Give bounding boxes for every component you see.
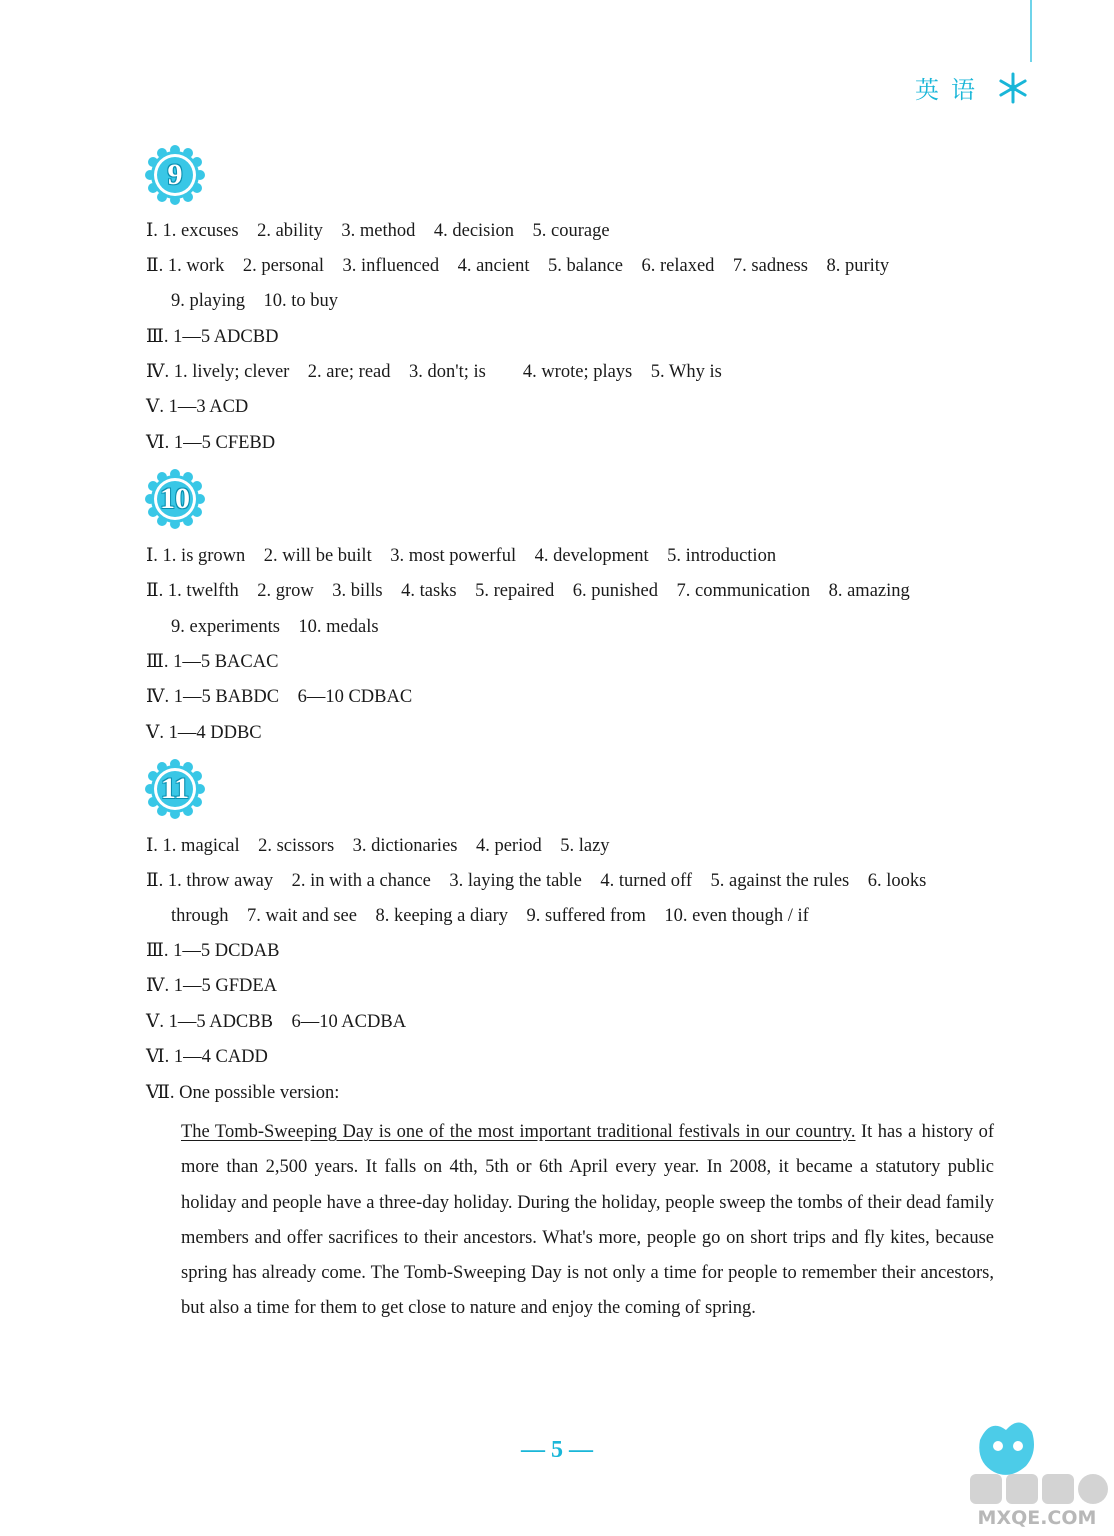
answer-line: Ⅵ. 1—5 CFEBD — [146, 433, 276, 453]
answer-line: Ⅲ. 1—5 DCDAB — [146, 941, 280, 961]
sample-essay — [146, 1115, 994, 1327]
snowflake-icon — [997, 72, 1029, 104]
answer-line: Ⅳ. 1—5 GFDEA — [146, 976, 278, 996]
answer-line: Ⅴ. 1—3 ACD — [146, 397, 249, 417]
answer-line: Ⅶ. One possible version: — [146, 1083, 340, 1103]
top-rule — [1030, 0, 1032, 62]
page-header — [915, 70, 1029, 105]
watermark-logo — [962, 1410, 1112, 1530]
essay-topic-sentence: The Tomb-Sweeping Day is one of the most important traditional festivals in our country. — [181, 1122, 856, 1142]
answer-line: Ⅰ. 1. is grown 2. will be built 3. most powerful 4. development 5. introduction — [146, 546, 777, 566]
answer-line: Ⅳ. 1—5 BABDC 6—10 CDBAC — [146, 687, 413, 707]
answer-line: Ⅲ. 1—5 ADCBD — [146, 327, 279, 347]
answer-line: Ⅴ. 1—4 DDBC — [146, 723, 262, 743]
section-badge-11 — [145, 759, 205, 819]
answer-line-continued: 9. playing 10. to buy — [171, 291, 339, 311]
watermark-text: MXQE.COM — [977, 1507, 1097, 1529]
answer-line-continued: through 7. wait and see 8. keeping a diary 9. suffered from 10. even though / if — [171, 906, 809, 926]
answer-line: Ⅱ. 1. twelfth 2. grow 3. bills 4. tasks 5. repaired 6. punished 7. communication 8. amazing — [146, 581, 910, 601]
page-number: — 5 — — [521, 1437, 593, 1463]
answer-line: Ⅰ. 1. magical 2. scissors 3. dictionaries 4. period 5. lazy — [146, 836, 610, 856]
subject-title: 英语 — [915, 76, 987, 104]
section-badge-10 — [145, 469, 205, 529]
answer-line: Ⅵ. 1—4 CADD — [146, 1047, 268, 1067]
section-number: 11 — [160, 772, 190, 805]
answer-line: Ⅴ. 1—5 ADCBB 6—10 ACDBA — [146, 1012, 407, 1032]
answer-line-continued: 9. experiments 10. medals — [171, 617, 379, 637]
answer-line: Ⅱ. 1. throw away 2. in with a chance 3. laying the table 4. turned off 5. against the rules 6. looks — [146, 871, 927, 891]
essay-body: It has a history of more than 2,500 years. It falls on 4th, 5th or 6th April every year. In 2008, it became a statutory public holiday and people have a three-day holiday. During the holiday, people sweep the tombs of their dead family members and offer sacrifices to their ancestors. What's more, people go on short trips and fly kites, because spring has already come. The Tomb-Sweeping Day is not only a time for people to remember their ancestors, but also a time for them to get close to nature and enjoy the coming of spring. — [181, 1122, 994, 1319]
section-number: 9 — [167, 158, 183, 191]
section-number: 10 — [160, 482, 190, 515]
answer-line: Ⅳ. 1. lively; clever 2. are; read 3. don't; is 4. wrote; plays 5. Why is — [146, 362, 722, 382]
answer-line: Ⅱ. 1. work 2. personal 3. influenced 4. ancient 5. balance 6. relaxed 7. sadness 8. purity — [146, 256, 890, 276]
answer-line: Ⅰ. 1. excuses 2. ability 3. method 4. decision 5. courage — [146, 221, 610, 241]
section-badge-9 — [145, 145, 205, 205]
answer-line: Ⅲ. 1—5 BACAC — [146, 652, 279, 672]
